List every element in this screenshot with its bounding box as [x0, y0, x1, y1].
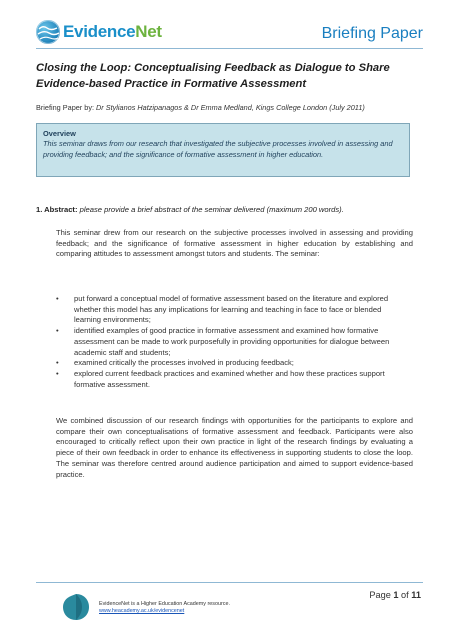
bullet-text: examined critically the processes involved in producing feedback;: [74, 358, 294, 368]
page-number: Page 1 of 11: [369, 590, 421, 600]
evidencenet-logo: [36, 20, 162, 44]
logo-text-net: Net: [135, 22, 162, 41]
page-header: [36, 16, 423, 50]
evidencenet-link[interactable]: www.heacademy.ac.uk/evidencenet: [99, 608, 185, 615]
abstract-closing: We combined discussion of our research findings with opportunities for the participants to explore and compare their own conceptualisations of formative assessment and feedback. Participants were also encouraged to critically reflect upon their own practice in light of the research findings by evaluating a piece of their own feedback in order to enhance its effectiveness in supporting students to close the loop. The seminar was therefore centred around audience participation and aimed to support evidence-based practice.: [56, 416, 413, 479]
header-divider: [36, 48, 423, 49]
overview-body: This seminar draws from our research that investigated the subjective processes involved in assessing and providing feedback; and the significance of formative assessment in higher education.: [43, 139, 393, 159]
logo-text-evidence: Evidence: [63, 22, 136, 41]
list-item: [56, 369, 413, 390]
bullet-icon: •: [56, 368, 59, 378]
footer-credit: [99, 601, 230, 616]
bullet-text: explored current feedback practices and examined whether and how these practices support formative assessment.: [74, 368, 385, 389]
hea-logo-icon: [62, 592, 90, 622]
bullet-text: identified examples of good practice in formative assessment and examined how formative assessment can be made to work purposefully in providing opportunities for dialogue between academic staff and students;: [74, 326, 390, 357]
abstract-bullet-list: [56, 294, 413, 390]
globe-icon: [36, 20, 60, 44]
footer-divider: [36, 582, 423, 583]
page-current: 1: [393, 590, 399, 600]
list-item: [56, 358, 413, 369]
byline: [36, 103, 423, 112]
bullet-icon: •: [56, 358, 59, 368]
bullet-text: put forward a conceptual model of formative assessment based on the literature and explored whether this model has any implications for learning and teaching in face to face or blended learning environments;: [74, 294, 389, 325]
section-1-prompt: please provide a brief abstract of the seminar delivered (maximum 200 words).: [77, 205, 344, 214]
bullet-icon: •: [56, 326, 59, 336]
list-item: [56, 294, 413, 326]
page-total: 11: [411, 590, 421, 600]
section-1-label: 1. Abstract:: [36, 205, 78, 214]
overview-heading: Overview: [43, 129, 76, 138]
byline-authors: Dr Stylianos Hatzipanagos & Dr Emma Medland, Kings College London (July 2011): [96, 103, 365, 112]
list-item: [56, 326, 413, 358]
document-type-label: Briefing Paper: [321, 25, 423, 42]
document-title: Closing the Loop: Conceptualising Feedback as Dialogue to Share Evidence-based Practice in Formative Assessment: [36, 62, 390, 90]
abstract-intro: This seminar drew from our research on the subjective processes involved in assessing and providing feedback; and the significance of formative assessment in higher education by establishing and comparing attitudes to assessment amongst tutors and students. The seminar:: [56, 228, 413, 259]
byline-prefix: Briefing Paper by:: [36, 103, 97, 112]
section-1-heading: [36, 205, 423, 214]
bullet-icon: •: [56, 294, 59, 303]
footer-resource-text: EvidenceNet is a Higher Education Academy resource.: [99, 601, 230, 607]
overview-box: [36, 123, 410, 177]
